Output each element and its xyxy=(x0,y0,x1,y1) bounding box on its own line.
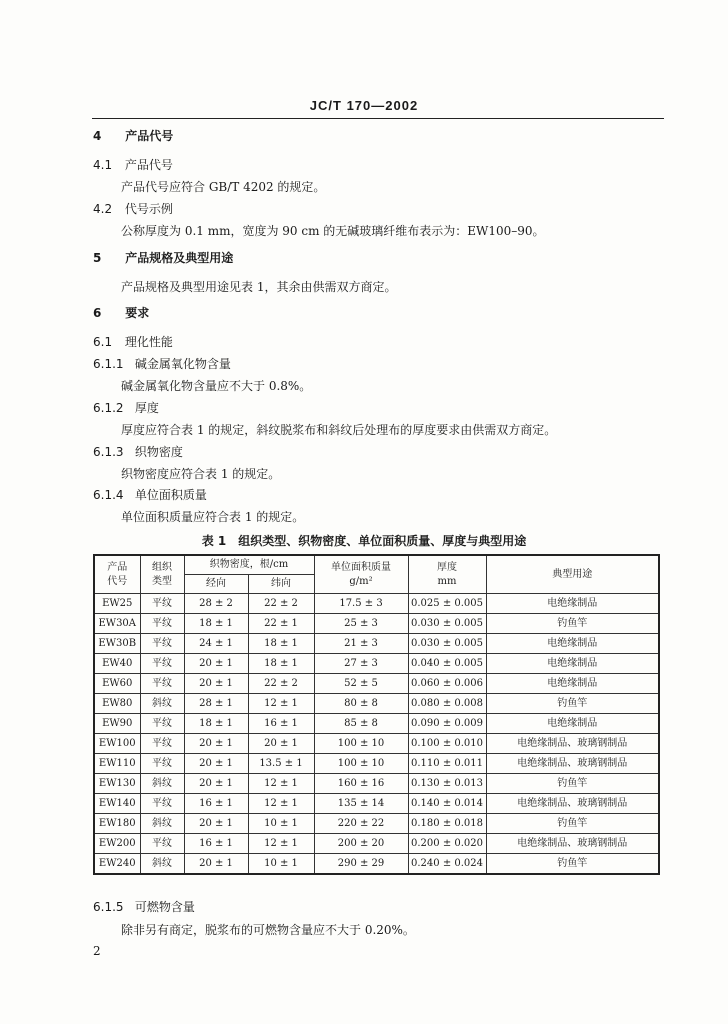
section-title: 厚度 xyxy=(134,401,159,415)
section-5-body: 产品规格及典型用途见表 1，其余由供需双方商定。 xyxy=(121,280,397,294)
cell-warp: 20 ± 1 xyxy=(184,734,248,754)
section-6-1-5-body: 除非另有商定，脱浆布的可燃物含量应不大于 0.20%。 xyxy=(121,923,415,937)
table-title: 表 1 组织类型、织物密度、单位面积质量、厚度与典型用途 xyxy=(201,534,527,548)
cell-warp: 28 ± 1 xyxy=(184,694,248,714)
cell-weave: 平纹 xyxy=(140,614,184,634)
cell-mass: 220 ± 22 xyxy=(314,814,408,834)
cell-weft: 22 ± 2 xyxy=(248,674,314,694)
section-4-2-heading xyxy=(93,201,173,217)
cell-mass: 17.5 ± 3 xyxy=(314,594,408,614)
section-6-1-4-heading xyxy=(93,487,207,503)
cell-thickness: 0.100 ± 0.010 xyxy=(408,734,486,754)
table-row xyxy=(94,674,659,694)
cell-weft: 13.5 ± 1 xyxy=(248,754,314,774)
cell-weft: 10 ± 1 xyxy=(248,814,314,834)
section-6-heading xyxy=(93,305,149,321)
section-6-1-2-heading xyxy=(93,400,159,416)
section-title: 要求 xyxy=(125,306,150,320)
cell-weave: 斜纹 xyxy=(140,694,184,714)
section-4-1-body: 产品代号应符合 GB/T 4202 的规定。 xyxy=(121,180,326,194)
section-6-1-5-heading xyxy=(93,899,195,915)
cell-use: 电绝缘制品 xyxy=(486,714,659,734)
cell-code: EW130 xyxy=(94,774,140,794)
section-number: 6.1 xyxy=(93,335,113,349)
section-6-1-4-body: 单位面积质量应符合表 1 的规定。 xyxy=(121,510,305,524)
section-title: 织物密度 xyxy=(134,445,183,459)
header-warp: 经向 xyxy=(184,575,248,594)
cell-thickness: 0.090 ± 0.009 xyxy=(408,714,486,734)
cell-warp: 20 ± 1 xyxy=(184,754,248,774)
cell-thickness: 0.080 ± 0.008 xyxy=(408,694,486,714)
section-number: 6.1.1 xyxy=(93,357,124,371)
cell-weft: 16 ± 1 xyxy=(248,714,314,734)
section-6-1-2-body: 厚度应符合表 1 的规定，斜纹脱浆布和斜纹后处理布的厚度要求由供需双方商定。 xyxy=(121,423,557,437)
cell-use: 电绝缘制品、玻璃钢制品 xyxy=(486,734,659,754)
cell-warp: 18 ± 1 xyxy=(184,614,248,634)
section-number: 4.2 xyxy=(93,202,113,216)
cell-mass: 200 ± 20 xyxy=(314,834,408,854)
cell-use: 钓鱼竿 xyxy=(486,614,659,634)
cell-code: EW25 xyxy=(94,594,140,614)
cell-code: EW60 xyxy=(94,674,140,694)
cell-mass: 160 ± 16 xyxy=(314,774,408,794)
header-weave-type: 组织 类型 xyxy=(140,555,184,594)
cell-weave: 平纹 xyxy=(140,634,184,654)
table-row xyxy=(94,754,659,774)
header-product-code: 产品 代号 xyxy=(94,555,140,594)
section-6-1-3-heading xyxy=(93,444,183,460)
section-title: 碱金属氧化物含量 xyxy=(134,357,231,371)
table-row xyxy=(94,694,659,714)
standard-code-header: JC/T 170—2002 xyxy=(309,98,419,113)
table-row xyxy=(94,794,659,814)
cell-thickness: 0.060 ± 0.006 xyxy=(408,674,486,694)
cell-use: 电绝缘制品 xyxy=(486,594,659,614)
section-number: 6.1.5 xyxy=(93,900,124,914)
table-row xyxy=(94,614,659,634)
section-title: 代号示例 xyxy=(124,202,173,216)
cell-code: EW30A xyxy=(94,614,140,634)
section-number: 4 xyxy=(93,129,102,143)
cell-weave: 斜纹 xyxy=(140,854,184,875)
cell-warp: 20 ± 1 xyxy=(184,774,248,794)
cell-weft: 18 ± 1 xyxy=(248,654,314,674)
cell-weave: 斜纹 xyxy=(140,774,184,794)
cell-mass: 25 ± 3 xyxy=(314,614,408,634)
cell-use: 钓鱼竿 xyxy=(486,774,659,794)
cell-mass: 52 ± 5 xyxy=(314,674,408,694)
cell-weft: 12 ± 1 xyxy=(248,774,314,794)
section-4-2-body: 公称厚度为 0.1 mm，宽度为 90 cm 的无碱玻璃纤维布表示为：EW100–90。 xyxy=(121,224,545,238)
cell-thickness: 0.240 ± 0.024 xyxy=(408,854,486,875)
section-4-heading xyxy=(93,128,173,144)
cell-use: 电绝缘制品 xyxy=(486,674,659,694)
cell-weft: 18 ± 1 xyxy=(248,634,314,654)
cell-mass: 290 ± 29 xyxy=(314,854,408,875)
header-mass: 单位面积质量 g/m² xyxy=(314,555,408,594)
cell-warp: 24 ± 1 xyxy=(184,634,248,654)
cell-thickness: 0.140 ± 0.014 xyxy=(408,794,486,814)
table-row xyxy=(94,594,659,614)
page-number: 2 xyxy=(93,944,101,958)
table-row xyxy=(94,814,659,834)
cell-warp: 20 ± 1 xyxy=(184,814,248,834)
cell-code: EW40 xyxy=(94,654,140,674)
section-6-1-heading xyxy=(93,334,173,350)
cell-weft: 20 ± 1 xyxy=(248,734,314,754)
section-title: 产品代号 xyxy=(125,129,174,143)
cell-warp: 18 ± 1 xyxy=(184,714,248,734)
section-6-1-1-body: 碱金属氧化物含量应不大于 0.8%。 xyxy=(121,379,312,393)
cell-code: EW110 xyxy=(94,754,140,774)
cell-mass: 100 ± 10 xyxy=(314,734,408,754)
cell-code: EW140 xyxy=(94,794,140,814)
section-number: 5 xyxy=(93,251,102,265)
cell-weave: 平纹 xyxy=(140,714,184,734)
header-density: 织物密度，根/cm xyxy=(184,555,314,575)
cell-weave: 平纹 xyxy=(140,834,184,854)
spec-table-body xyxy=(94,594,659,875)
cell-thickness: 0.025 ± 0.005 xyxy=(408,594,486,614)
section-title: 理化性能 xyxy=(124,335,173,349)
cell-weave: 平纹 xyxy=(140,654,184,674)
cell-use: 电绝缘制品 xyxy=(486,654,659,674)
cell-warp: 28 ± 2 xyxy=(184,594,248,614)
section-5-heading xyxy=(93,250,233,266)
cell-use: 电绝缘制品、玻璃钢制品 xyxy=(486,794,659,814)
table-row xyxy=(94,834,659,854)
section-number: 6.1.3 xyxy=(93,445,124,459)
cell-mass: 80 ± 8 xyxy=(314,694,408,714)
section-title: 产品代号 xyxy=(124,158,173,172)
cell-warp: 16 ± 1 xyxy=(184,794,248,814)
cell-mass: 135 ± 14 xyxy=(314,794,408,814)
cell-weft: 12 ± 1 xyxy=(248,694,314,714)
cell-weft: 22 ± 1 xyxy=(248,614,314,634)
cell-mass: 27 ± 3 xyxy=(314,654,408,674)
cell-mass: 21 ± 3 xyxy=(314,634,408,654)
table-row xyxy=(94,734,659,754)
cell-use: 钓鱼竿 xyxy=(486,694,659,714)
cell-use: 电绝缘制品、玻璃钢制品 xyxy=(486,834,659,854)
cell-thickness: 0.110 ± 0.011 xyxy=(408,754,486,774)
spec-table xyxy=(93,554,660,875)
cell-code: EW90 xyxy=(94,714,140,734)
cell-code: EW100 xyxy=(94,734,140,754)
cell-weave: 平纹 xyxy=(140,794,184,814)
table-row xyxy=(94,854,659,875)
header-weft: 纬向 xyxy=(248,575,314,594)
section-title: 单位面积质量 xyxy=(134,488,207,502)
cell-weave: 斜纹 xyxy=(140,814,184,834)
cell-use: 钓鱼竿 xyxy=(486,814,659,834)
cell-warp: 20 ± 1 xyxy=(184,674,248,694)
cell-weft: 10 ± 1 xyxy=(248,854,314,875)
cell-mass: 100 ± 10 xyxy=(314,754,408,774)
cell-warp: 20 ± 1 xyxy=(184,654,248,674)
section-6-1-1-heading xyxy=(93,356,231,372)
cell-weft: 22 ± 2 xyxy=(248,594,314,614)
section-number: 6 xyxy=(93,306,102,320)
cell-thickness: 0.180 ± 0.018 xyxy=(408,814,486,834)
section-title: 产品规格及典型用途 xyxy=(125,251,234,265)
cell-mass: 85 ± 8 xyxy=(314,714,408,734)
section-number: 6.1.4 xyxy=(93,488,124,502)
cell-code: EW30B xyxy=(94,634,140,654)
cell-thickness: 0.040 ± 0.005 xyxy=(408,654,486,674)
section-4-1-heading xyxy=(93,157,173,173)
cell-weave: 平纹 xyxy=(140,674,184,694)
section-number: 4.1 xyxy=(93,158,113,172)
section-number: 6.1.2 xyxy=(93,401,124,415)
cell-warp: 20 ± 1 xyxy=(184,854,248,875)
section-6-1-3-body: 织物密度应符合表 1 的规定。 xyxy=(121,467,281,481)
cell-code: EW240 xyxy=(94,854,140,875)
cell-warp: 16 ± 1 xyxy=(184,834,248,854)
cell-weft: 12 ± 1 xyxy=(248,794,314,814)
cell-thickness: 0.030 ± 0.005 xyxy=(408,634,486,654)
cell-code: EW200 xyxy=(94,834,140,854)
cell-use: 电绝缘制品 xyxy=(486,634,659,654)
header-rule xyxy=(92,118,664,119)
cell-use: 钓鱼竿 xyxy=(486,854,659,875)
cell-weave: 平纹 xyxy=(140,594,184,614)
cell-weave: 平纹 xyxy=(140,734,184,754)
header-typical-use: 典型用途 xyxy=(486,555,659,594)
table-row xyxy=(94,634,659,654)
header-thickness: 厚度 mm xyxy=(408,555,486,594)
table-row xyxy=(94,714,659,734)
table-row xyxy=(94,654,659,674)
table-row xyxy=(94,774,659,794)
cell-code: EW180 xyxy=(94,814,140,834)
cell-code: EW80 xyxy=(94,694,140,714)
cell-thickness: 0.030 ± 0.005 xyxy=(408,614,486,634)
cell-weave: 平纹 xyxy=(140,754,184,774)
cell-weft: 12 ± 1 xyxy=(248,834,314,854)
cell-thickness: 0.200 ± 0.020 xyxy=(408,834,486,854)
section-title: 可燃物含量 xyxy=(134,900,195,914)
cell-use: 电绝缘制品、玻璃钢制品 xyxy=(486,754,659,774)
cell-thickness: 0.130 ± 0.013 xyxy=(408,774,486,794)
